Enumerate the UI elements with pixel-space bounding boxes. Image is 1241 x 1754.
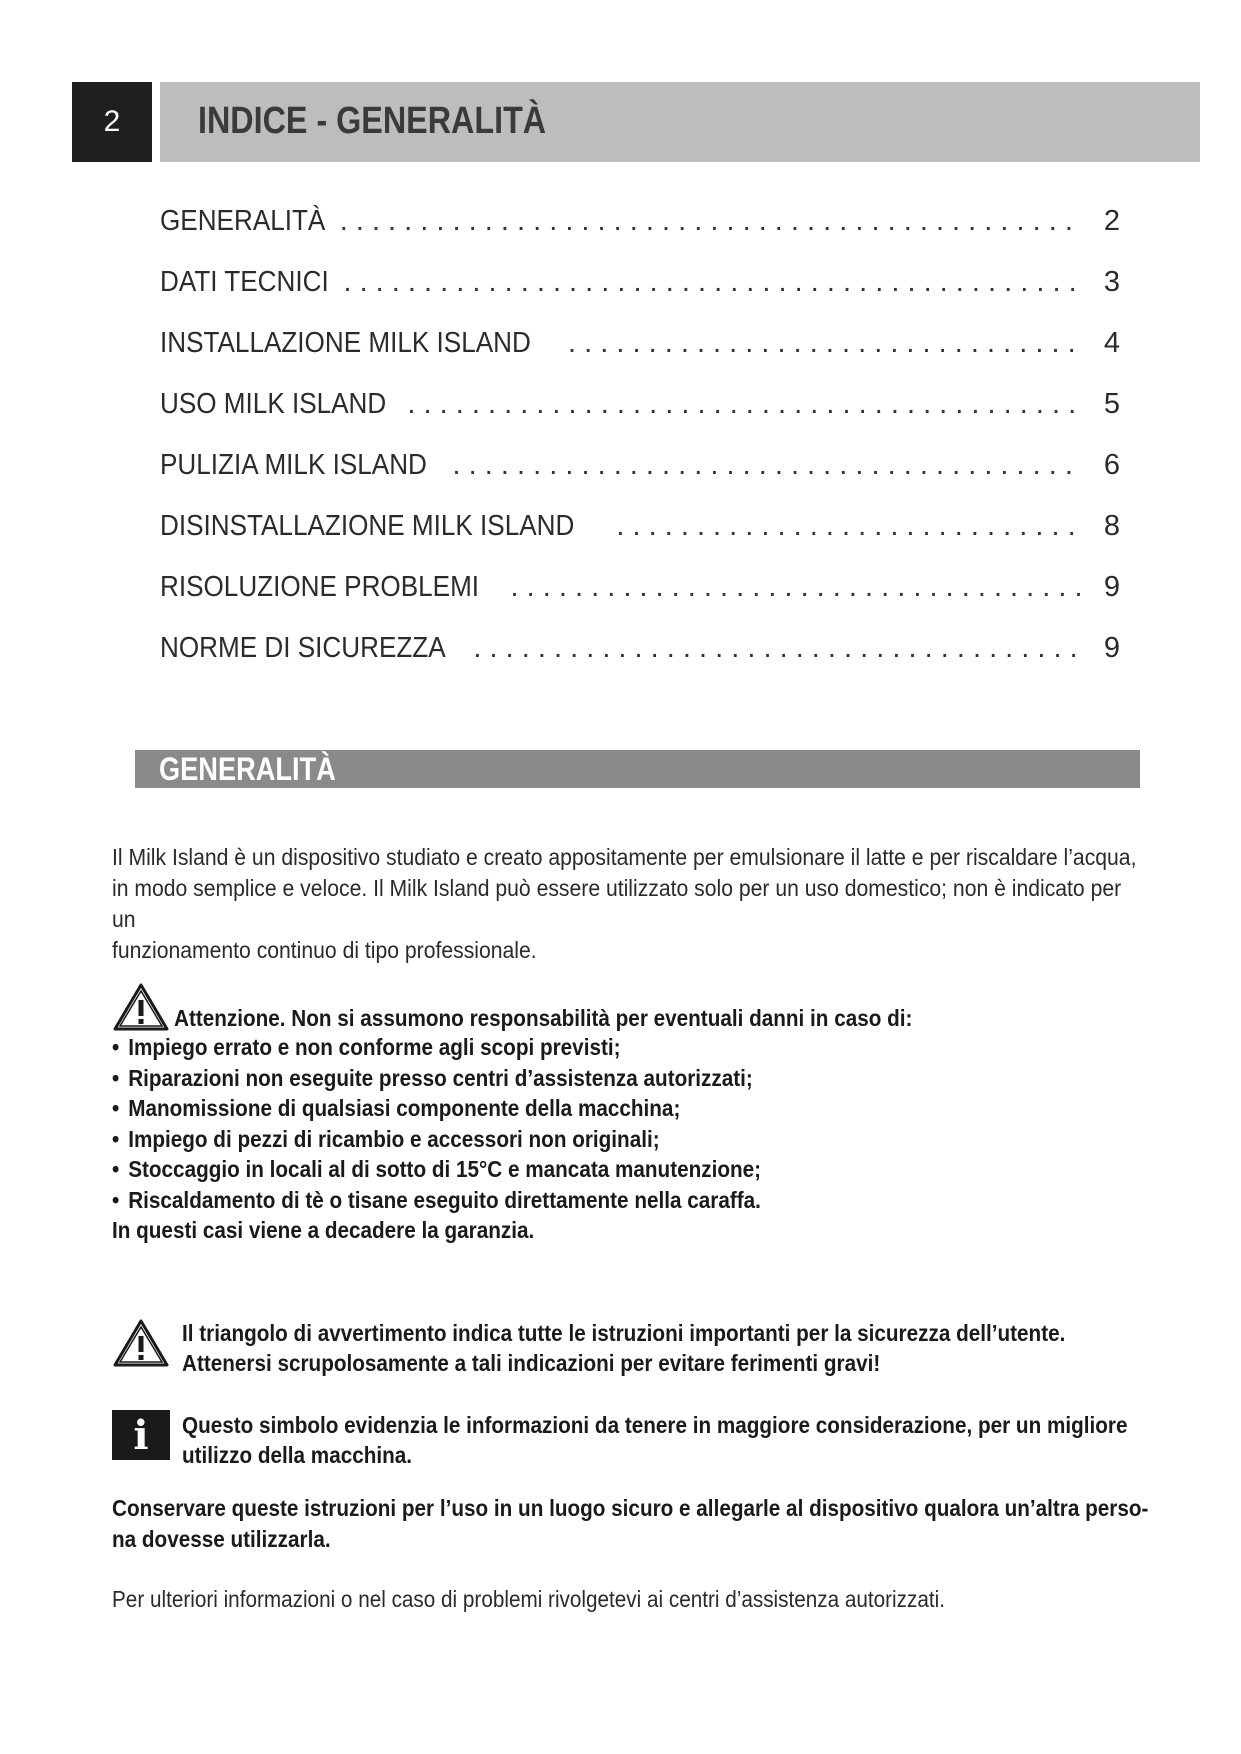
toc-entry-page: 9	[1103, 571, 1120, 603]
intro-paragraph	[112, 842, 1142, 966]
warning-block	[112, 980, 1152, 1245]
toc-leader-dots	[473, 632, 1080, 665]
triangle-note-line: Il triangolo di avvertimento indica tutte le istruzioni importanti per la sicurezza dell’utente.	[182, 1320, 1066, 1346]
list-item-text: Impiego di pezzi di ricambio e accessori non originali;	[128, 1125, 660, 1152]
warning-list	[112, 1032, 1152, 1215]
triangle-note-line: Attenersi scrupolosamente a tali indicazioni per evitare ferimenti gravi!	[182, 1350, 881, 1376]
toc-entry-risoluzione-problemi[interactable]	[160, 571, 1120, 632]
intro-line: Il Milk Island è un dispositivo studiato e creato appositamente per emulsionare il latte e per riscaldare l’acqua,	[112, 844, 1137, 870]
toc-entry-label: USO MILK ISLAND	[160, 388, 387, 420]
toc-entry-uso[interactable]	[160, 388, 1120, 449]
toc-leader-dots	[511, 571, 1080, 604]
toc-leader-dots	[340, 205, 1080, 238]
list-item-text: Impiego errato e non conforme agli scopi previsti;	[128, 1034, 621, 1060]
warning-triangle-icon	[112, 982, 170, 1032]
toc-leader-dots	[453, 449, 1080, 482]
warning-title: Attenzione. Non si assumono responsabilità per eventuali danni in caso di:	[174, 1005, 913, 1031]
keep-instructions	[112, 1493, 1152, 1555]
page-title: INDICE - GENERALITÀ	[198, 100, 547, 142]
section-title: GENERALITÀ	[159, 751, 336, 787]
toc-entry-label: RISOLUZIONE PROBLEMI	[160, 571, 480, 603]
toc-entry-label: DATI TECNICI	[160, 266, 329, 298]
section-header-bar	[135, 750, 1140, 788]
triangle-note	[112, 1318, 1164, 1378]
info-note-line: utilizzo della macchina.	[182, 1442, 413, 1468]
list-item-text: Riparazioni non eseguite presso centri d’assistenza autorizzati;	[128, 1064, 753, 1091]
toc-entry-page: 8	[1103, 510, 1120, 542]
toc-entry-page: 3	[1103, 266, 1120, 298]
toc-entry-page: 5	[1103, 388, 1120, 420]
toc-leader-dots	[343, 266, 1080, 299]
page-title-bar	[160, 82, 1200, 162]
page-number: 2	[72, 82, 152, 162]
final-note: Per ulteriori informazioni o nel caso di problemi rivolgetevi ai centri d’assistenza autorizzati.	[112, 1586, 945, 1612]
toc-entry-generalita[interactable]	[160, 205, 1120, 266]
list-item: • Impiego di pezzi di ricambio e accessori non originali;	[112, 1125, 660, 1152]
toc-entry-page: 6	[1103, 449, 1120, 481]
toc-entry-label: NORME DI SICUREZZA	[160, 632, 446, 664]
toc-entry-page: 2	[1103, 205, 1120, 237]
toc-entry-installazione[interactable]	[160, 327, 1120, 388]
intro-line: funzionamento continuo di tipo professionale.	[112, 937, 537, 963]
toc-leader-dots	[616, 510, 1080, 543]
toc-entry-label: GENERALITÀ	[160, 205, 326, 237]
list-item: • Impiego errato e non conforme agli scopi previsti;	[112, 1034, 621, 1060]
toc-leader-dots	[568, 327, 1080, 360]
list-item: • Stoccaggio in locali al di sotto di 15°C e mancata manutenzione;	[112, 1156, 762, 1182]
intro-line: in modo semplice e veloce. Il Milk Island può essere utilizzato solo per un uso domestico; non è indicato per un	[112, 875, 1122, 932]
toc-entry-label: INSTALLAZIONE MILK ISLAND	[160, 327, 531, 359]
list-item: • Riscaldamento di tè o tisane eseguito direttamente nella caraffa.	[112, 1186, 761, 1213]
list-item: • Riparazioni non eseguite presso centri d’assistenza autorizzati;	[112, 1064, 753, 1091]
toc-entry-norme-sicurezza[interactable]	[160, 632, 1120, 693]
list-item: • Manomissione di qualsiasi componente della macchina;	[112, 1095, 681, 1121]
warning-triangle-icon	[112, 1318, 170, 1368]
list-item-text: Stoccaggio in locali al di sotto di 15°C e mancata manutenzione;	[128, 1156, 762, 1182]
info-note	[112, 1410, 1233, 1470]
info-note-line: Questo simbolo evidenzia le informazioni da tenere in maggiore considerazione, per un migliore	[182, 1412, 1128, 1438]
toc-leader-dots	[407, 388, 1080, 421]
table-of-contents	[160, 205, 1120, 693]
toc-entry-page: 9	[1103, 632, 1120, 664]
toc-entry-dati-tecnici[interactable]	[160, 266, 1120, 327]
toc-entry-page: 4	[1103, 327, 1120, 359]
toc-entry-disinstallazione[interactable]	[160, 510, 1120, 571]
toc-entry-pulizia[interactable]	[160, 449, 1120, 510]
keep-instructions-line: na dovesse utilizzarla.	[112, 1526, 331, 1552]
list-item-text: Riscaldamento di tè o tisane eseguito direttamente nella caraffa.	[128, 1186, 761, 1213]
warranty-note: In questi casi viene a decadere la garanzia.	[112, 1217, 535, 1243]
list-item-text: Manomissione di qualsiasi componente della macchina;	[128, 1095, 681, 1121]
info-icon: i	[112, 1410, 170, 1460]
keep-instructions-line: Conservare queste istruzioni per l’uso in un luogo sicuro e allegarle al dispositivo qualora un’altra perso-	[112, 1495, 1149, 1521]
toc-entry-label: DISINSTALLAZIONE MILK ISLAND	[160, 510, 575, 542]
toc-entry-label: PULIZIA MILK ISLAND	[160, 449, 427, 481]
